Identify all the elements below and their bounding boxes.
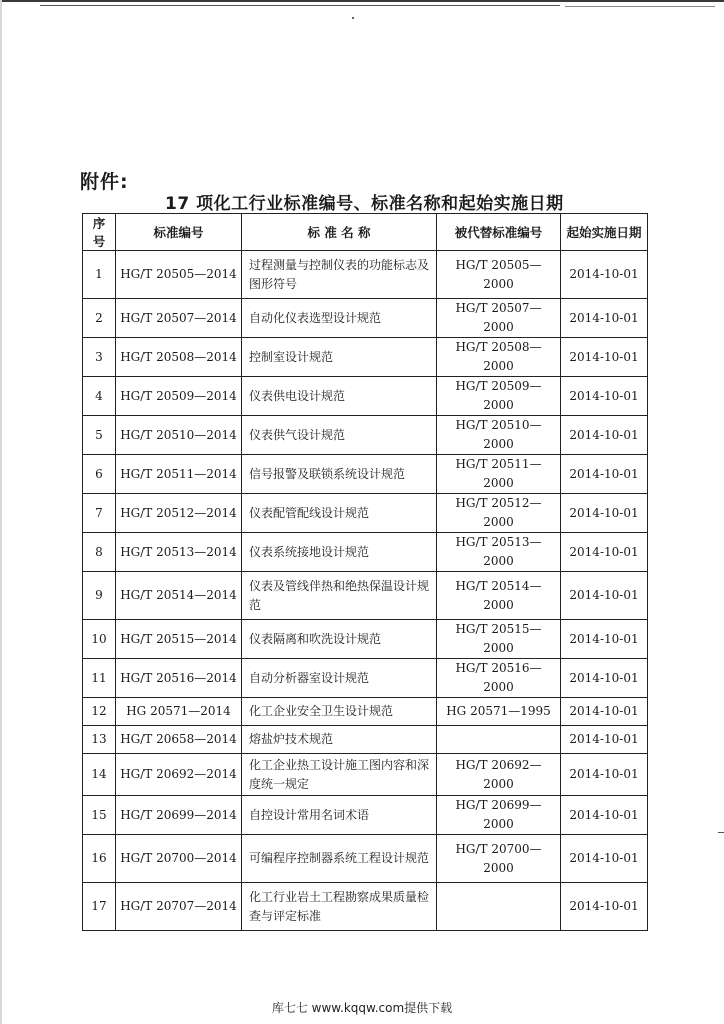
table-row (83, 455, 648, 494)
cell-date: 2014-10-01 (561, 572, 648, 620)
header-replaces: 被代替标准编号 (437, 214, 561, 251)
cell-no: 14 (83, 754, 116, 796)
document-title: 17 项化工行业标准编号、标准名称和起始实施日期 (165, 194, 564, 214)
table-header-row (83, 214, 648, 251)
cell-no: 13 (83, 726, 116, 754)
table-row (83, 835, 648, 883)
table-row (83, 726, 648, 754)
cell-no: 6 (83, 455, 116, 494)
cell-date: 2014-10-01 (561, 338, 648, 377)
cell-name: 熔盐炉技术规范 (242, 726, 437, 754)
table-row (83, 572, 648, 620)
cell-replaces (437, 726, 561, 754)
cell-replaces: HG/T 20513—2000 (437, 533, 561, 572)
cell-replaces: HG/T 20509—2000 (437, 377, 561, 416)
cell-replaces: HG/T 20511—2000 (437, 455, 561, 494)
header-name: 标 准 名 称 (242, 214, 437, 251)
cell-name: 仪表隔离和吹洗设计规范 (242, 620, 437, 659)
cell-name: 控制室设计规范 (242, 338, 437, 377)
download-footer: 库七七 www.kqqw.com提供下载 (271, 1001, 453, 1015)
table-row (83, 251, 648, 299)
table-row (83, 338, 648, 377)
cell-name: 化工行业岩土工程勘察成果质量检查与评定标准 (242, 883, 437, 931)
attachment-label: 附件: (80, 171, 129, 193)
cell-code: HG/T 20516—2014 (116, 659, 242, 698)
table-row (83, 620, 648, 659)
cell-code: HG/T 20511—2014 (116, 455, 242, 494)
cell-name: 自控设计常用名词术语 (242, 796, 437, 835)
cell-replaces: HG/T 20505—2000 (437, 251, 561, 299)
cell-name: 信号报警及联锁系统设计规范 (242, 455, 437, 494)
cell-no: 4 (83, 377, 116, 416)
cell-date: 2014-10-01 (561, 455, 648, 494)
cell-date: 2014-10-01 (561, 835, 648, 883)
cell-replaces: HG/T 20515—2000 (437, 620, 561, 659)
standards-table (82, 213, 648, 931)
scan-speck (352, 17, 354, 19)
cell-no: 11 (83, 659, 116, 698)
cell-replaces (437, 883, 561, 931)
table-row (83, 299, 648, 338)
cell-code: HG/T 20692—2014 (116, 754, 242, 796)
cell-date: 2014-10-01 (561, 416, 648, 455)
cell-code: HG/T 20658—2014 (116, 726, 242, 754)
cell-replaces: HG/T 20514—2000 (437, 572, 561, 620)
cell-replaces: HG/T 20699—2000 (437, 796, 561, 835)
cell-date: 2014-10-01 (561, 796, 648, 835)
cell-code: HG/T 20505—2014 (116, 251, 242, 299)
cell-code: HG 20571—2014 (116, 698, 242, 726)
header-no: 序号 (83, 214, 116, 251)
cell-no: 16 (83, 835, 116, 883)
cell-no: 10 (83, 620, 116, 659)
cell-date: 2014-10-01 (561, 533, 648, 572)
cell-date: 2014-10-01 (561, 754, 648, 796)
scan-edge-left (0, 0, 2, 1024)
header-date: 起始实施日期 (561, 214, 648, 251)
cell-code: HG/T 20510—2014 (116, 416, 242, 455)
cell-no: 1 (83, 251, 116, 299)
cell-code: HG/T 20707—2014 (116, 883, 242, 931)
cell-date: 2014-10-01 (561, 377, 648, 416)
cell-date: 2014-10-01 (561, 620, 648, 659)
scan-edge-top (0, 0, 724, 10)
header-code: 标准编号 (116, 214, 242, 251)
cell-replaces: HG/T 20510—2000 (437, 416, 561, 455)
cell-date: 2014-10-01 (561, 659, 648, 698)
cell-name: 自动化仪表选型设计规范 (242, 299, 437, 338)
cell-date: 2014-10-01 (561, 251, 648, 299)
cell-name: 仪表供气设计规范 (242, 416, 437, 455)
table-row (83, 494, 648, 533)
cell-no: 5 (83, 416, 116, 455)
cell-name: 仪表及管线伴热和绝热保温设计规范 (242, 572, 437, 620)
cell-replaces: HG/T 20700—2000 (437, 835, 561, 883)
table-row (83, 659, 648, 698)
cell-no: 3 (83, 338, 116, 377)
cell-date: 2014-10-01 (561, 494, 648, 533)
table-row (83, 533, 648, 572)
cell-code: HG/T 20509—2014 (116, 377, 242, 416)
cell-name: 过程测量与控制仪表的功能标志及图形符号 (242, 251, 437, 299)
cell-name: 仪表系统接地设计规范 (242, 533, 437, 572)
table-row (83, 377, 648, 416)
cell-name: 化工企业热工设计施工图内容和深度统一规定 (242, 754, 437, 796)
cell-name: 可编程序控制器系统工程设计规范 (242, 835, 437, 883)
cell-name: 化工企业安全卫生设计规范 (242, 698, 437, 726)
cell-no: 12 (83, 698, 116, 726)
cell-no: 15 (83, 796, 116, 835)
cell-no: 8 (83, 533, 116, 572)
table-row (83, 416, 648, 455)
cell-replaces: HG/T 20516—2000 (437, 659, 561, 698)
table-row (83, 698, 648, 726)
cell-code: HG/T 20507—2014 (116, 299, 242, 338)
table-row (83, 883, 648, 931)
cell-code: HG/T 20699—2014 (116, 796, 242, 835)
cell-date: 2014-10-01 (561, 726, 648, 754)
cell-no: 7 (83, 494, 116, 533)
cell-code: HG/T 20700—2014 (116, 835, 242, 883)
cell-name: 仪表配管配线设计规范 (242, 494, 437, 533)
cell-code: HG/T 20515—2014 (116, 620, 242, 659)
cell-replaces: HG/T 20507—2000 (437, 299, 561, 338)
cell-name: 仪表供电设计规范 (242, 377, 437, 416)
cell-date: 2014-10-01 (561, 698, 648, 726)
cell-no: 9 (83, 572, 116, 620)
cell-no: 17 (83, 883, 116, 931)
table-row (83, 754, 648, 796)
cell-no: 2 (83, 299, 116, 338)
cell-name: 自动分析器室设计规范 (242, 659, 437, 698)
cell-code: HG/T 20512—2014 (116, 494, 242, 533)
cell-replaces: HG/T 20512—2000 (437, 494, 561, 533)
cell-date: 2014-10-01 (561, 299, 648, 338)
cell-replaces: HG 20571—1995 (437, 698, 561, 726)
cell-replaces: HG/T 20692—2000 (437, 754, 561, 796)
cell-date: 2014-10-01 (561, 883, 648, 931)
cell-code: HG/T 20513—2014 (116, 533, 242, 572)
cell-code: HG/T 20508—2014 (116, 338, 242, 377)
cell-code: HG/T 20514—2014 (116, 572, 242, 620)
scan-edge-mark (718, 832, 724, 833)
table-row (83, 796, 648, 835)
cell-replaces: HG/T 20508—2000 (437, 338, 561, 377)
